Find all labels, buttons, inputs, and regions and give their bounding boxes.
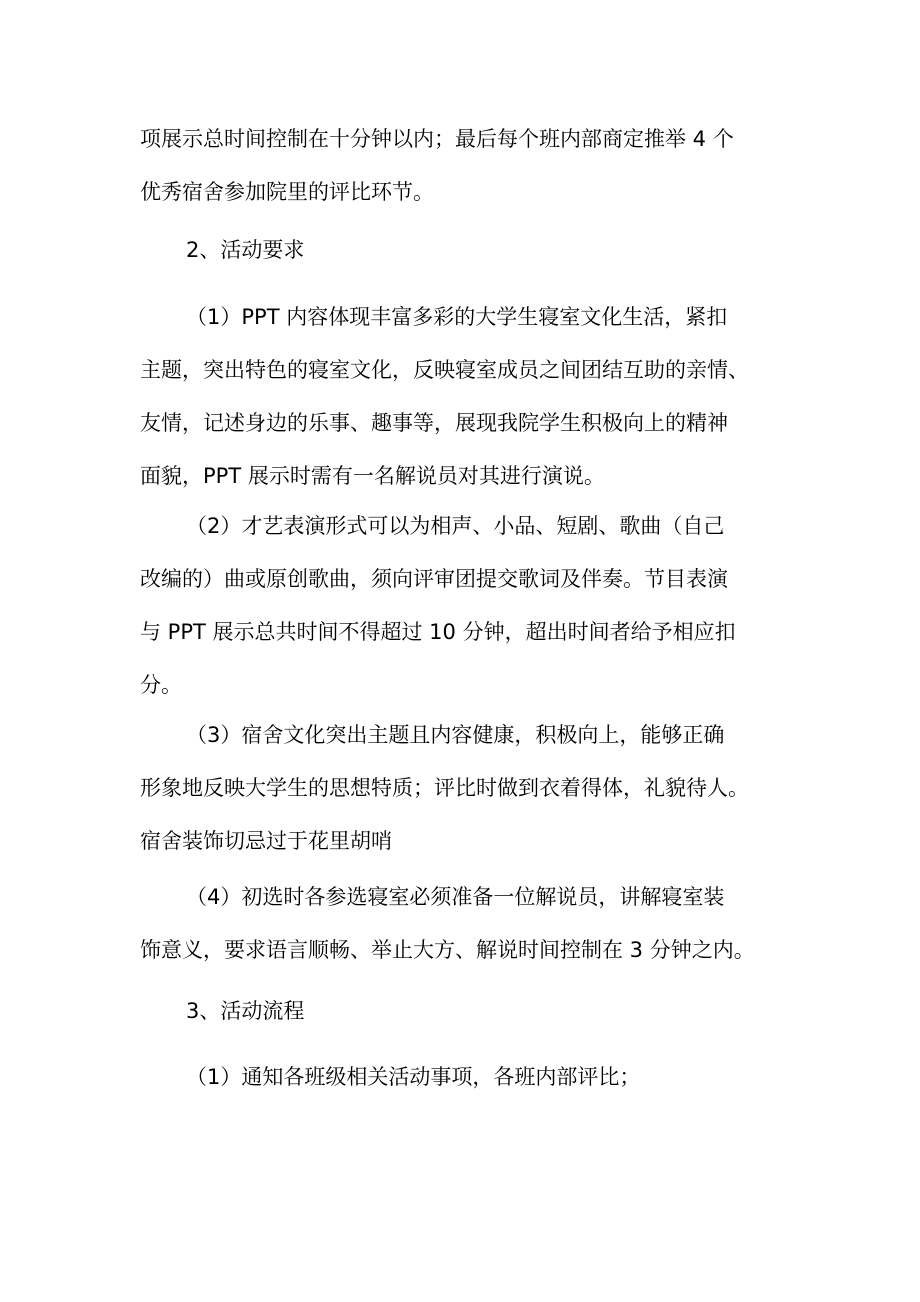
- text-line: 分。: [140, 673, 182, 697]
- heading-text: 2、活动要求: [186, 238, 305, 262]
- section-heading-requirements: [140, 224, 780, 277]
- paragraph-requirement-1: [140, 291, 780, 503]
- paragraph-requirement-3: [140, 709, 780, 868]
- text-line: 饰意义，要求语言顺畅、举止大方、解说时间控制在 3 分钟之内。: [140, 938, 755, 962]
- text-line: （4）初选时各参选寝室必须准备一位解说员，讲解寝室装: [186, 885, 725, 909]
- section-heading-process: [140, 985, 780, 1038]
- text-line: 优秀宿舍参加院里的评比环节。: [140, 180, 434, 204]
- text-line: 改编的）曲或原创歌曲，须向评审团提交歌词及伴奏。节目表演: [140, 567, 728, 591]
- paragraph-requirement-4: [140, 871, 780, 977]
- text-line: 形象地反映大学生的思想特质；评比时做到衣着得体，礼貌待人。: [140, 776, 749, 800]
- text-line: 面貌，PPT 展示时需有一名解说员对其进行演说。: [140, 464, 605, 488]
- text-line: 宿舍装饰切忌过于花里胡哨: [140, 829, 392, 853]
- text-line: 主题，突出特色的寝室文化，反映寝室成员之间团结互助的亲情、: [140, 358, 749, 382]
- text-line: （1）通知各班级相关活动事项，各班内部评比；: [186, 1065, 641, 1089]
- paragraph-intro-continuation: [140, 113, 780, 219]
- text-line: 项展示总时间控制在十分钟以内；最后每个班内部商定推举 4 个: [140, 127, 734, 151]
- text-line: 友情，记述身边的乐事、趣事等，展现我院学生积极向上的精神: [140, 411, 728, 435]
- text-line: 与 PPT 展示总共时间不得超过 10 分钟，超出时间者给予相应扣: [140, 620, 736, 644]
- paragraph-requirement-2: [140, 500, 780, 712]
- heading-text: 3、活动流程: [186, 999, 305, 1023]
- text-line: （1）PPT 内容体现丰富多彩的大学生寝室文化生活，紧扣: [186, 305, 728, 329]
- text-line: （2）才艺表演形式可以为相声、小品、短剧、歌曲（自己: [186, 514, 725, 538]
- paragraph-process-1: [140, 1051, 780, 1104]
- text-line: （3）宿舍文化突出主题且内容健康，积极向上，能够正确: [186, 723, 725, 747]
